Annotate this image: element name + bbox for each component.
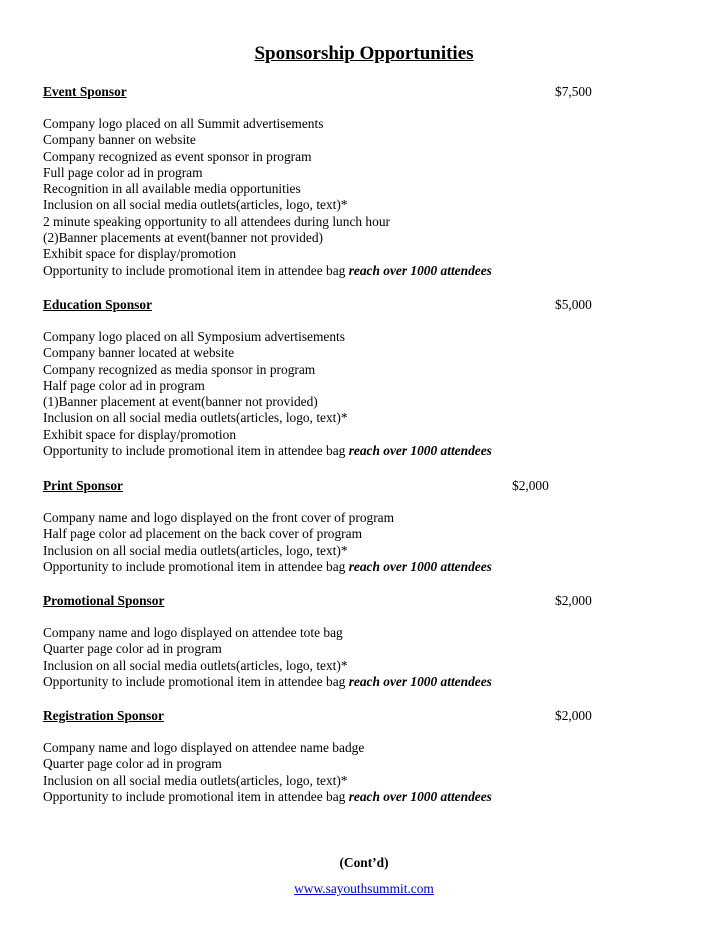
benefit-list xyxy=(43,740,683,805)
list-item: Recognition in all available media opportunities xyxy=(43,181,301,197)
list-item: Opportunity to include promotional item in attendee bag reach over 1000 attendees xyxy=(43,673,492,689)
list-item: Opportunity to include promotional item in attendee bag reach over 1000 attendees xyxy=(43,262,492,278)
list-item: Company recognized as event sponsor in program xyxy=(43,148,312,164)
list-item: Half page color ad in program xyxy=(43,377,205,393)
list-item: Company name and logo displayed on the front cover of program xyxy=(43,510,395,525)
list-item: Company logo placed on all Symposium advertisements xyxy=(43,329,345,344)
section-header xyxy=(43,296,683,314)
list-item: Company name and logo displayed on attendee name badge xyxy=(43,740,365,755)
section-header xyxy=(43,592,683,610)
list-item: Company banner on website xyxy=(43,132,196,148)
section-price: $2,000 xyxy=(555,708,592,723)
section-price: $2,000 xyxy=(512,478,549,493)
list-item: Half page color ad placement on the back cover of program xyxy=(43,526,363,542)
list-item: Opportunity to include promotional item in attendee bag reach over 1000 attendees xyxy=(43,558,492,574)
page-title: Sponsorship Opportunities xyxy=(254,43,474,64)
list-item: Inclusion on all social media outlets(articles, logo, text)* xyxy=(43,772,348,788)
section-header xyxy=(43,83,683,101)
list-item: Inclusion on all social media outlets(articles, logo, text)* xyxy=(43,542,348,558)
website-link[interactable]: www.sayouthsummit.com xyxy=(294,881,434,896)
section-name: Registration Sponsor xyxy=(43,708,164,723)
section-price: $7,500 xyxy=(555,84,592,99)
section-name: Print Sponsor xyxy=(43,478,123,493)
section-header xyxy=(43,707,683,725)
list-item: Inclusion on all social media outlets(articles, logo, text)* xyxy=(43,657,348,673)
list-item: 2 minute speaking opportunity to all attendees during lunch hour xyxy=(43,213,390,229)
list-item: Exhibit space for display/promotion xyxy=(43,426,237,442)
benefit-list xyxy=(43,510,683,575)
list-item: Company name and logo displayed on attendee tote bag xyxy=(43,625,343,640)
list-item: (1)Banner placement at event(banner not provided) xyxy=(43,394,318,410)
list-item: Company banner located at website xyxy=(43,345,235,361)
section-header xyxy=(43,477,683,495)
list-item: Quarter page color ad in program xyxy=(43,756,222,772)
list-item: Inclusion on all social media outlets(articles, logo, text)* xyxy=(43,410,348,426)
section-name: Event Sponsor xyxy=(43,84,127,99)
benefit-list xyxy=(43,329,683,459)
continued-note: (Cont’d) xyxy=(339,855,389,870)
list-item: Opportunity to include promotional item in attendee bag reach over 1000 attendees xyxy=(43,443,492,459)
section-event-sponsor xyxy=(43,83,683,279)
list-item: Company logo placed on all Summit advertisements xyxy=(43,116,324,131)
list-item: Opportunity to include promotional item in attendee bag reach over 1000 attendees xyxy=(43,788,492,804)
section-name: Education Sponsor xyxy=(43,297,153,312)
section-price: $5,000 xyxy=(555,297,592,312)
list-item: Company recognized as media sponsor in program xyxy=(43,361,316,377)
benefit-list xyxy=(43,625,683,690)
benefit-list xyxy=(43,116,683,279)
section-registration-sponsor xyxy=(43,707,683,805)
list-item: Quarter page color ad in program xyxy=(43,641,222,657)
section-name: Promotional Sponsor xyxy=(43,593,165,608)
section-price: $2,000 xyxy=(555,593,592,608)
section-education-sponsor xyxy=(43,296,683,459)
section-promotional-sponsor xyxy=(43,592,683,690)
section-print-sponsor xyxy=(43,477,683,575)
list-item: Inclusion on all social media outlets(articles, logo, text)* xyxy=(43,197,348,213)
list-item: (2)Banner placements at event(banner not provided) xyxy=(43,230,323,246)
list-item: Full page color ad in program xyxy=(43,164,203,180)
list-item: Exhibit space for display/promotion xyxy=(43,246,237,262)
